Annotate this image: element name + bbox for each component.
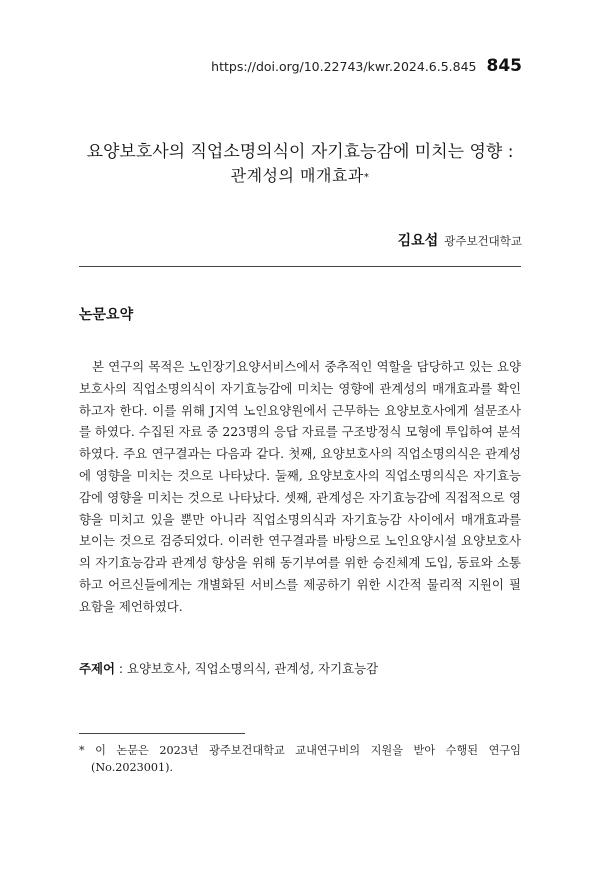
header-divider	[79, 266, 521, 267]
page-number: 845	[486, 56, 522, 76]
running-header	[211, 56, 522, 76]
subtitle-text: 관계성의 매개효과	[230, 166, 364, 185]
author-name: 김요섭	[397, 233, 439, 249]
footnote-divider	[79, 733, 245, 734]
keywords-line	[79, 659, 521, 679]
paper-subtitle	[0, 164, 600, 190]
keywords-label: 주제어	[79, 661, 115, 676]
footnote-marker: *	[363, 172, 370, 183]
doi-link[interactable]: https://doi.org/10.22743/kwr.2024.6.5.845	[211, 59, 477, 74]
section-heading: 논문요약	[79, 307, 134, 323]
abstract-text: 본 연구의 목적은 노인장기요양서비스에서 중추적인 역할을 담당하고 있는 요양보호사의 직업소명의식이 자기효능감에 미치는 영향에 관계성의 매개효과를 확인하고자 한다. 이를 위해 J지역 노인요양원에서 근무하는 요양보호사에게 설문조사를 하였다. 수집된 자료 중 223명의 응답 자료를 구조방정식 모형에 투입하여 분석하였다. 주요 연구결과는 다음과 같다. 첫째, 요양보호사의 직업소명의식은 관계성에 영향을 미치는 것으로 나타났다. 둘째, 요양보호사의 직업소명의식은 자기효능감에 영향을 미치는 것으로 나타났다. 셋째, 관계성은 자기효능감에 직접적으로 영향을 미치고 있을 뿐만 아니라 직업소명의식과 자기효능감 사이에서 매개효과를 보이는 것으로 검증되었다. 이러한 연구결과를 바탕으로 노인요양시설 요양보호사의 자기효능감과 관계성 향상을 위해 동기부여를 위한 승진체계 도입, 동료와 소통하고 어르신들에게는 개별화된 서비스를 제공하기 위한 시간적 물리적 지원이 필요함을 제언하였다.	[79, 359, 521, 614]
author-affiliation: 광주보건대학교	[444, 234, 522, 248]
footnote-text: * 이 논문은 2023년 광주보건대학교 교내연구비의 지원을 받아 수행된 연구임(No.2023001).	[79, 744, 521, 774]
title-block	[0, 140, 600, 190]
author-line	[398, 230, 522, 250]
keywords-separator: :	[114, 661, 127, 676]
keywords-list: 요양보호사, 직업소명의식, 관계성, 자기효능감	[126, 661, 379, 676]
paper-title: 요양보호사의 직업소명의식이 자기효능감에 미치는 영향 :	[86, 142, 514, 162]
